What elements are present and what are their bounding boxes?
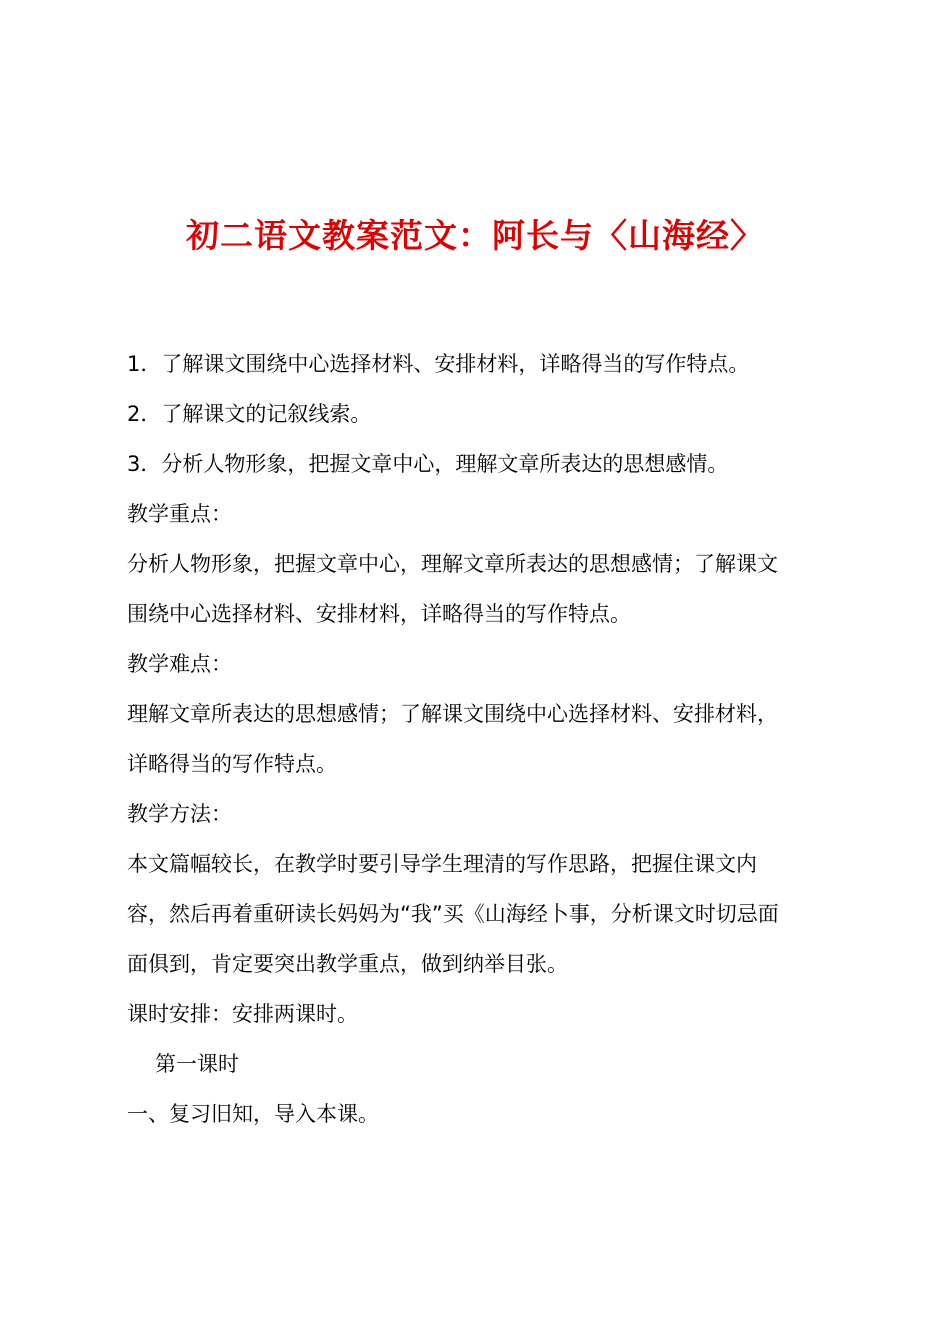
teaching-method-line-3: 面俱到，肯定要突出教学重点，做到纳举目张。 <box>127 952 568 976</box>
teaching-focus-heading: 教学重点： <box>127 502 232 526</box>
teaching-difficulty-line-2: 详略得当的写作特点。 <box>127 752 337 776</box>
lesson-one-heading: 第一课时 <box>155 1052 239 1076</box>
teaching-method-heading: 教学方法： <box>127 802 232 826</box>
objective-2: 2．了解课文的记叙线索。 <box>127 402 372 426</box>
schedule-line: 课时安排：安排两课时。 <box>127 1002 358 1026</box>
teaching-focus-line-2: 围绕中心选择材料、安排材料，详略得当的写作特点。 <box>127 602 631 626</box>
teaching-method-line-1: 本文篇幅较长，在教学时要引导学生理清的写作思路，把握住课文内 <box>127 852 757 876</box>
teaching-method-line-2: 容，然后再着重研读长妈妈为“我”买《山海经卜事，分析课文时切忌面 <box>127 902 779 926</box>
teaching-difficulty-heading: 教学难点： <box>127 652 232 676</box>
objective-1: 1．了解课文围绕中心选择材料、安排材料，详略得当的写作特点。 <box>127 352 750 376</box>
section-one-heading: 一、复习旧知，导入本课。 <box>127 1102 379 1126</box>
page-title: 初二语文教案范文：阿长与〈山海经〉 <box>186 216 764 255</box>
teaching-focus-line-1: 分析人物形象，把握文章中心，理解文章所表达的思想感情；了解课文 <box>127 552 778 576</box>
teaching-difficulty-line-1: 理解文章所表达的思想感情；了解课文围绕中心选择材料、安排材料， <box>127 702 778 726</box>
objective-3: 3．分析人物形象，把握文章中心，理解文章所表达的思想感情。 <box>127 452 729 476</box>
document-body <box>127 339 837 1139</box>
